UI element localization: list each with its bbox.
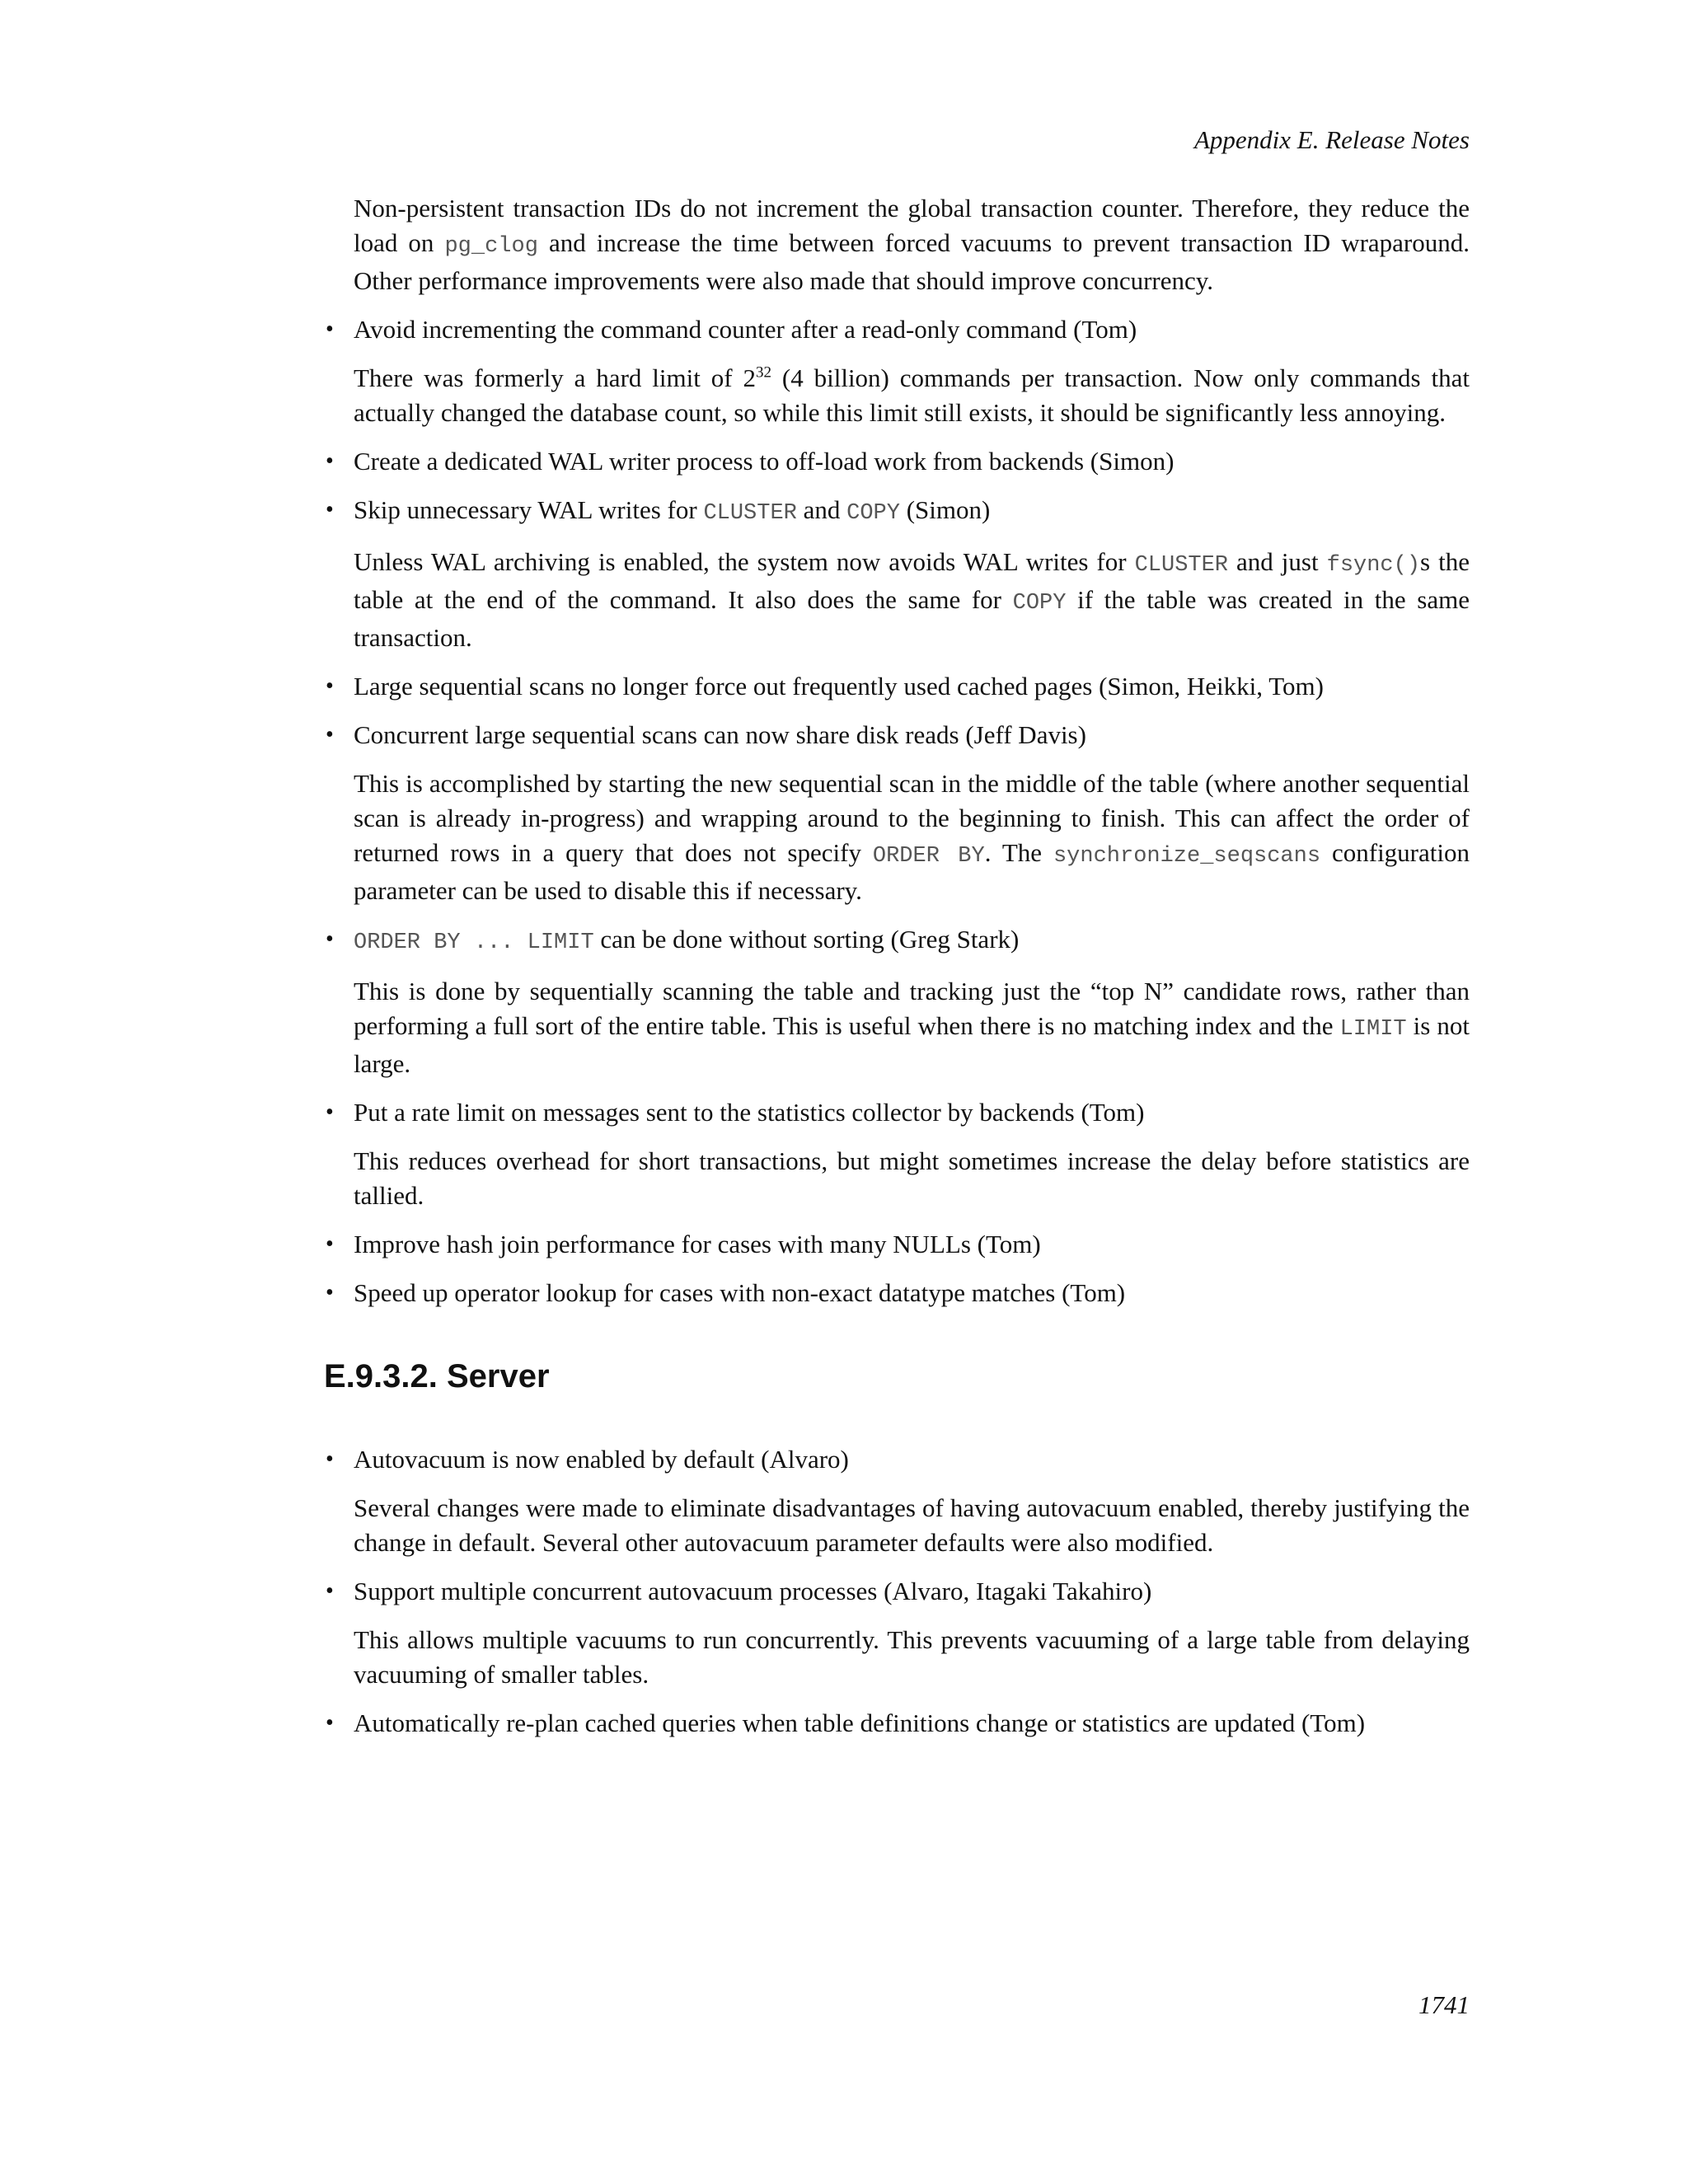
running-header: Appendix E. Release Notes (1193, 125, 1470, 154)
list-item: • Speed up operator lookup for cases with non-exact datatype matches (Tom) (354, 1276, 1470, 1310)
code-order-by: ORDER BY (872, 844, 985, 869)
list-item: • Create a dedicated WAL writer process to off-load work from backends (Simon) (354, 444, 1470, 479)
page-number: 1741 (1418, 1990, 1470, 2019)
code-copy: COPY (846, 501, 900, 526)
code-cluster: CLUSTER (703, 501, 797, 526)
list-item: • Concurrent large sequential scans can now share disk reads (Jeff Davis) (354, 718, 1470, 752)
list-item: • Put a rate limit on messages sent to the statistics collector by backends (Tom) (354, 1095, 1470, 1130)
code-order-by-limit: ORDER BY ... LIMIT (354, 930, 594, 955)
item-description: There was formerly a hard limit of $2^{32}$ (4 billion) commands per transaction. Now only commands that actually changed the database count, so while this limit still exists, it should be significantly less annoying. (354, 363, 1470, 427)
list-item: • Large sequential scans no longer force out frequently used cached pages (Simon, Heikki, Tom) (354, 669, 1470, 704)
list-item: • Autovacuum is now enabled by default (Alvaro) (354, 1442, 1470, 1477)
list-item: • Automatically re-plan cached queries when table definitions change or statistics are updated (Tom) (354, 1706, 1470, 1741)
code-limit: LIMIT (1339, 1017, 1407, 1042)
list-item: • Improve hash join performance for cases with many NULLs (Tom) (354, 1227, 1470, 1262)
page-body (324, 191, 1470, 1755)
item-description: Several changes were made to eliminate disadvantages of having autovacuum enabled, thereby justifying the change in default. Several other autovacuum parameter defaults were also modified. (354, 1493, 1470, 1557)
code-cluster: CLUSTER (1134, 553, 1229, 578)
code-copy: COPY (1012, 591, 1067, 616)
list-item: • Avoid incrementing the command counter after a read-only command (Tom) (354, 312, 1470, 347)
code-pg-clog: pg_clog (444, 234, 538, 259)
list-item: • Skip unnecessary WAL writes for CLUSTER and COPY (Simon) (354, 493, 1470, 531)
superscript: 32 (755, 363, 771, 382)
item-description: This is done by sequentially scanning the table and tracking just the “top N” candidate rows, rather than performing a full sort of the entire table. This is useful when there is no matching index and the LIMIT is not large. (354, 977, 1470, 1078)
item-description: This is accomplished by starting the new sequential scan in the middle of the table (where another sequential scan is already in-progress) and wrapping around to the beginning to finish. This can affect the order of returned rows in a query that does not specify ORDER BY. The synchronize_seqscans configuration parameter can be used to disable this if necessary. (354, 769, 1470, 905)
list-item: • ORDER BY ... LIMIT can be done without sorting (Greg Stark) (354, 922, 1470, 960)
code-synchronize-seqscans: synchronize_seqscans (1053, 844, 1321, 869)
list-item: • Support multiple concurrent autovacuum processes (Alvaro, Itagaki Takahiro) (354, 1574, 1470, 1609)
item-description: This reduces overhead for short transactions, but might sometimes increase the delay before statistics are tallied. (354, 1146, 1470, 1210)
section-heading: E.9.3.2. Server (324, 1358, 550, 1394)
item-description: This allows multiple vacuums to run concurrently. This prevents vacuuming of a large table from delaying vacuuming of smaller tables. (354, 1625, 1470, 1689)
code-fsync: fsync() (1326, 553, 1421, 578)
item-description: Unless WAL archiving is enabled, the system now avoids WAL writes for CLUSTER and just fsync()s the table at the end of the command. It also does the same for COPY if the table was created in the same transaction. (354, 547, 1470, 652)
intro-paragraph: Non-persistent transaction IDs do not increment the global transaction counter. Therefore, they reduce the load on pg_clog and increase the time between forced vacuums to prevent transaction ID wraparound. Other performance improvements were also made that should improve concurrency. (354, 194, 1470, 295)
